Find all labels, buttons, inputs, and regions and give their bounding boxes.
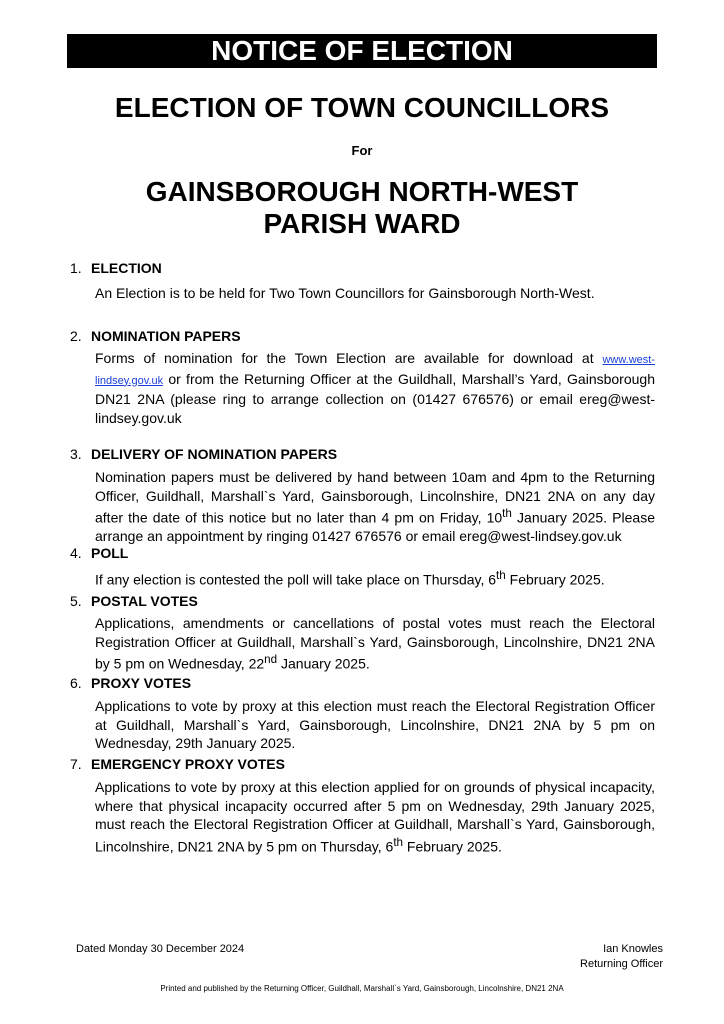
notice-banner: NOTICE OF ELECTION: [67, 34, 657, 68]
section-number: 4.: [70, 545, 82, 561]
ordinal-suffix: th: [393, 835, 404, 849]
ordinal-suffix: th: [496, 569, 506, 582]
website-link[interactable]: www.west-lindsey.gov.uk: [95, 354, 655, 387]
ordinal-suffix: nd: [264, 653, 278, 666]
section-text: Nomination papers must be delivered by hand between 10am and 4pm to the Returning Officer, Guildhall, Marshall`s Yard, Gainsborough, Lincolnshire, DN21 2NA on any day after the date of this notice but no later than 4 pm on Friday, 10: [95, 469, 655, 526]
section-title: DELIVERY OF NOMINATION PAPERS: [91, 446, 338, 462]
ward-title-line-1: GAINSBOROUGH NORTH-WEST: [145, 176, 579, 207]
section-number: 2.: [70, 328, 82, 344]
section-text: January 2025. Please arrange an appointment by ringing 01427 676576 or email ereg@west-lindsey.gov.uk: [95, 509, 655, 545]
section-4-heading: [70, 545, 128, 561]
section-5-heading: [70, 593, 198, 609]
dated-line: Dated Monday 30 December 2024: [76, 943, 245, 955]
section-1-heading: [70, 260, 162, 276]
for-label: For: [351, 143, 373, 158]
ward-title-line-2: PARISH WARD: [263, 208, 461, 239]
ordinal-suffix: th: [502, 507, 512, 520]
ward-title: [0, 176, 724, 240]
section-text: February 2025.: [403, 838, 502, 855]
section-title: PROXY VOTES: [91, 675, 192, 691]
section-title: EMERGENCY PROXY VOTES: [91, 756, 285, 772]
section-number: 5.: [70, 593, 82, 609]
section-title: ELECTION: [91, 260, 162, 276]
page-title: ELECTION OF TOWN COUNCILLORS: [114, 92, 610, 123]
section-number: 3.: [70, 446, 82, 462]
section-text: or from the Returning Officer at the Guildhall, Marshall’s Yard, Gainsborough DN21 2NA (please ring to arrange collection on (01427 676576) or email ereg@west-lindsey.gov.uk: [95, 370, 655, 426]
section-text: Forms of nomination for the Town Election are available for download at: [95, 350, 603, 366]
section-4-body: [95, 567, 655, 589]
section-6-body: Applications to vote by proxy at this election must reach the Electoral Registration Officer at Guildhall, Marshall`s Yard, Gainsborough, Lincolnshire, DN21 2NA by 5 pm on Wednesday, 29th January 2025.: [95, 698, 655, 751]
section-text: If any election is contested the poll will take place on Thursday, 6: [95, 571, 497, 588]
signature-block: [580, 942, 663, 972]
section-3-heading: [70, 446, 337, 462]
section-5-body: [95, 614, 655, 673]
section-text: February 2025.: [505, 571, 605, 588]
section-6-heading: [70, 675, 191, 691]
section-number: 1.: [70, 260, 82, 276]
section-7-body: [95, 778, 655, 856]
section-3-body: [95, 468, 655, 546]
section-text: Applications to vote by proxy at this election applied for on grounds of physical incapacity, where that physical incapacity occurred after 5 pm on Wednesday, 29th January 2025, must reach the Electoral Registration Officer at Guildhall, Marshall`s Yard, Gainsborough, Lincolnshire, DN21 2NA by 5 pm on Thursday, 6: [95, 779, 655, 855]
section-1-body: An Election is to be held for Two Town Councillors for Gainsborough North-West.: [95, 285, 595, 301]
imprint-footer: Printed and published by the Returning Officer, Guildhall, Marshall`s Yard, Gainsborough, Lincolnshire, DN21 2NA: [160, 984, 564, 993]
section-number: 7.: [70, 756, 82, 772]
section-title: POLL: [91, 545, 129, 561]
section-2-body: [95, 349, 655, 427]
signatory-role: Returning Officer: [580, 958, 663, 970]
section-2-heading: [70, 328, 241, 344]
section-title: POSTAL VOTES: [91, 593, 198, 609]
section-number: 6.: [70, 675, 82, 691]
section-text: January 2025.: [277, 655, 370, 672]
section-title: NOMINATION PAPERS: [91, 328, 241, 344]
section-text: Applications, amendments or cancellations of postal votes must reach the Electoral Registration Officer at Guildhall, Marshall`s Yard, Gainsborough, Lincolnshire, DN21 2NA by 5 pm on Wednesday, 22: [95, 615, 655, 672]
section-7-heading: [70, 756, 285, 772]
signatory-name: Ian Knowles: [603, 943, 663, 955]
